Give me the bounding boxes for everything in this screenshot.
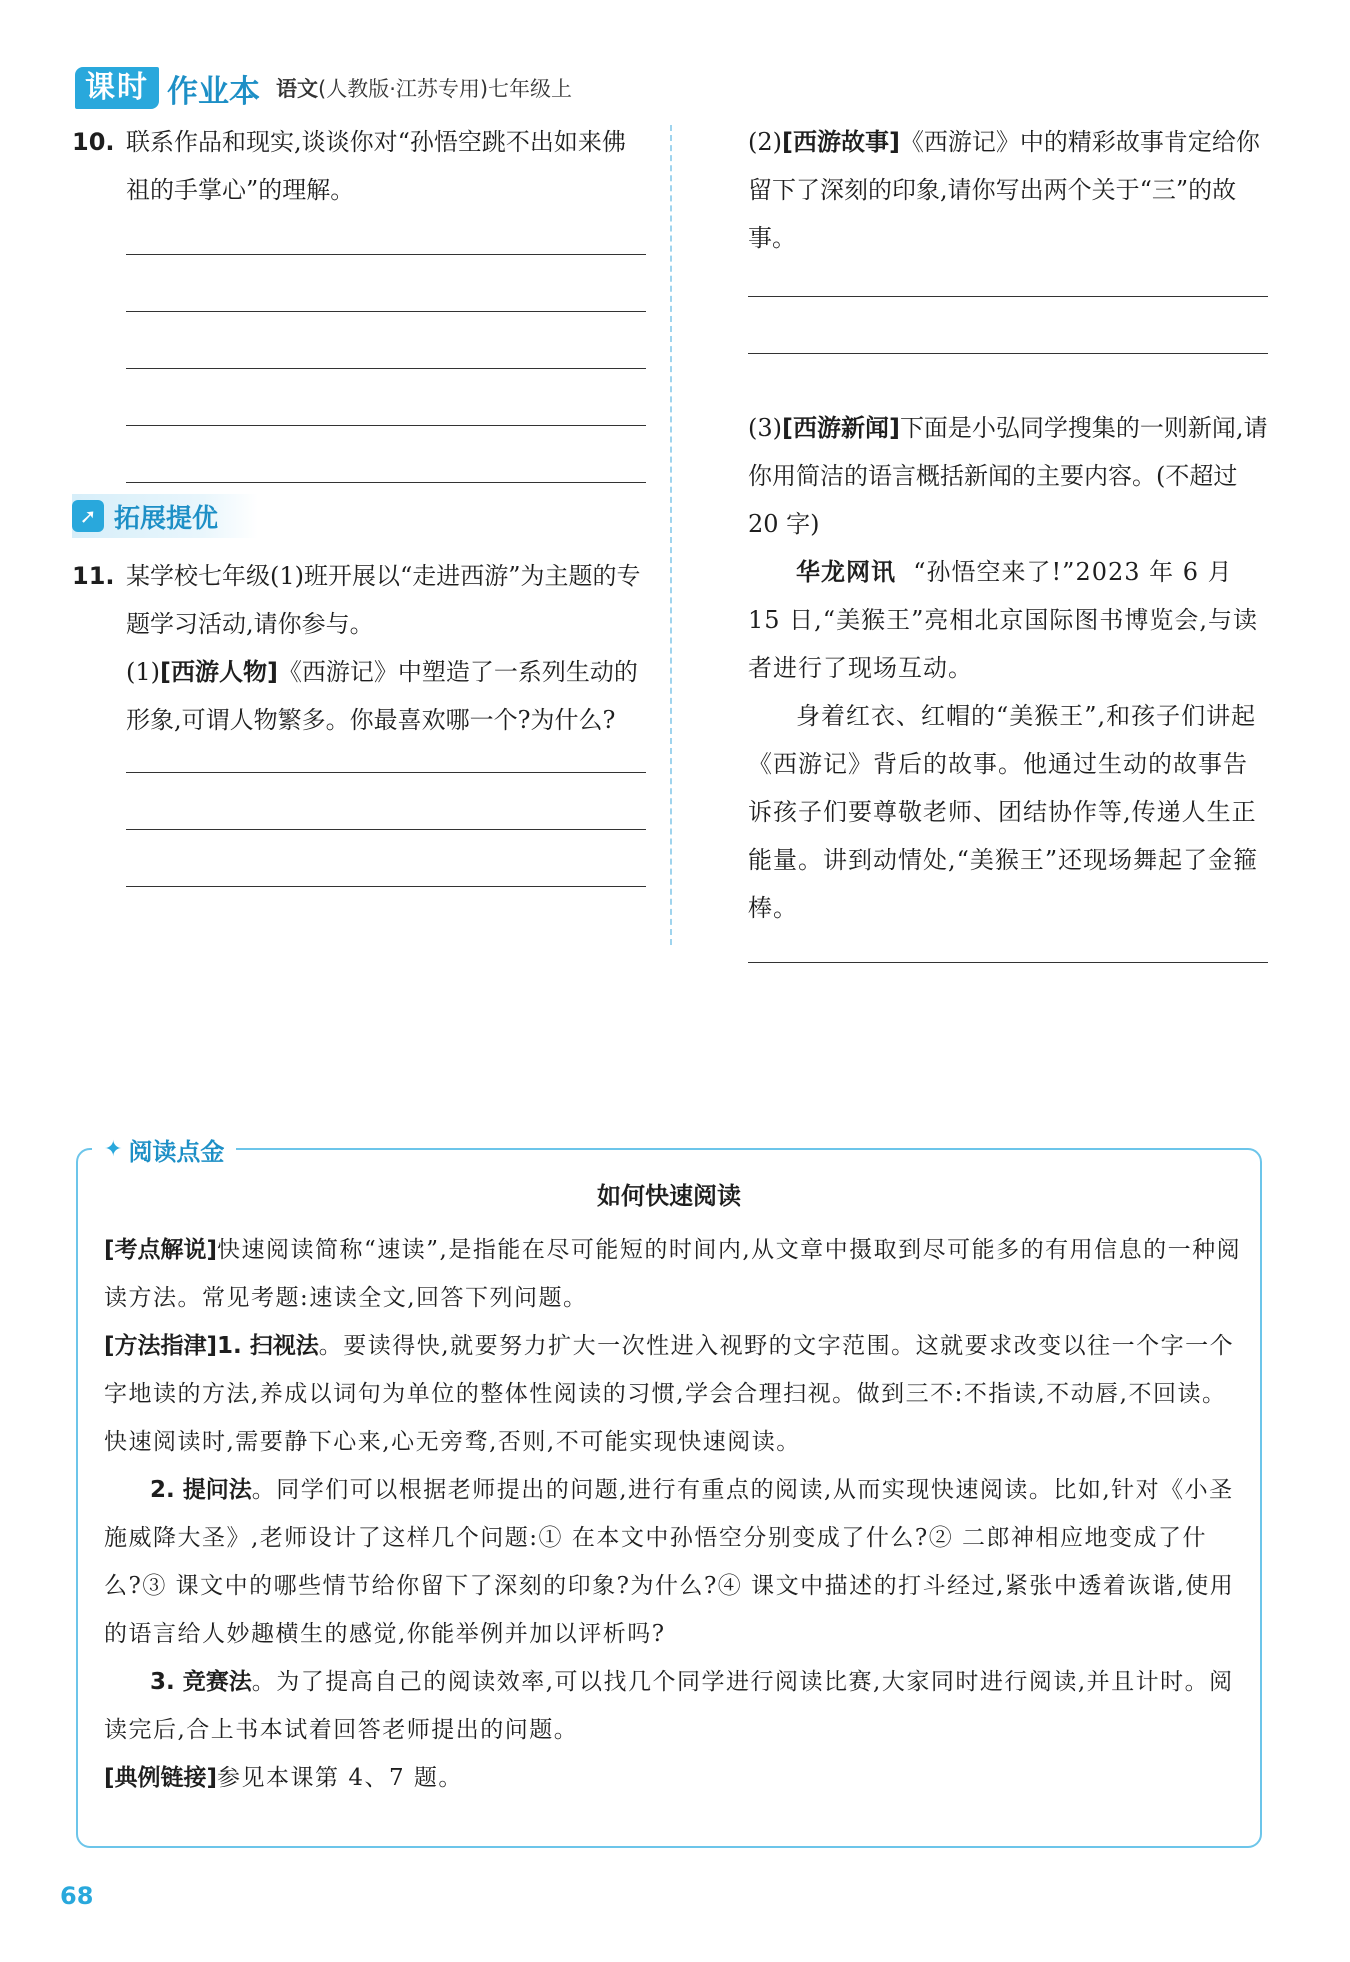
news-article [748, 548, 1268, 932]
sub-number: (2) [748, 128, 782, 156]
news-para-1: “孙悟空来了!”2023 年 6 月 15 日,“美猴王”亮相北京国际图书博览会,与读者进行了现场互动。 [748, 558, 1258, 682]
column-divider [670, 125, 672, 945]
news-source: 华龙网讯 [796, 558, 896, 586]
sub-text: 《西游记》中塑造了一系列生动的形象,可谓人物繁多。你最喜欢哪一个?为什么? [126, 658, 638, 734]
news-para-2: 身着红衣、红帽的“美猴王”,和孩子们讲起《西游记》背后的故事。他通过生动的故事告诉孩子们要尊敬老师、团结协作等,传递人生正能量。讲到动情处,“美猴王”还现场舞起了金箍棒。 [748, 702, 1259, 922]
answer-line[interactable] [748, 962, 1268, 963]
page-header [75, 66, 572, 110]
answer-line[interactable] [126, 425, 646, 426]
kaodian-tag: [考点解说] [104, 1237, 218, 1263]
reading-tips-box [76, 1136, 1262, 1848]
sub-number: (1) [126, 658, 160, 686]
question-10 [72, 118, 646, 214]
sub-tag: [西游人物] [160, 658, 278, 686]
reading-label: 阅读点金 [128, 1137, 225, 1166]
sub-question-2 [748, 118, 1268, 262]
method-3 [104, 1658, 1244, 1754]
rocket-icon: ➚ [72, 500, 104, 532]
sub-tag: [西游故事] [782, 128, 900, 156]
answer-line[interactable] [126, 311, 646, 312]
method-3-text: 。为了提高自己的阅读效率,可以找几个同学进行阅读比赛,大家同时进行阅读,并且计时。阅读完后,合上书本试着回答老师提出的问题。 [104, 1669, 1234, 1743]
section-label: 拓展提优 [114, 503, 219, 534]
answer-line[interactable] [126, 482, 646, 483]
question-number: 11. [72, 562, 115, 590]
answer-line[interactable] [126, 886, 646, 887]
reading-body [104, 1226, 1244, 1802]
left-column [72, 118, 646, 539]
question-intro: 某学校七年级(1)班开展以“走进西游”为主题的专题学习活动,请你参与。 [126, 562, 641, 638]
question-11 [72, 552, 646, 943]
method-1 [104, 1322, 1244, 1466]
method-2 [104, 1466, 1244, 1658]
sub-question-1 [72, 648, 646, 744]
method-2-head: 2. 提问法 [150, 1477, 252, 1503]
kaodian-text: 快速阅读简称“速读”,是指能在尽可能短的时间内,从文章中摄取到尽可能多的有用信息的一种阅读方法。常见考题:速读全文,回答下列问题。 [104, 1237, 1242, 1311]
sub-text: 下面是小弘同学搜集的一则新闻,请你用简洁的语言概括新闻的主要内容。(不超过 20 字) [748, 414, 1268, 538]
dianli-tag: [典例链接] [104, 1765, 218, 1791]
answer-line[interactable] [126, 772, 646, 773]
subject-line [276, 73, 572, 103]
answer-line[interactable] [126, 254, 646, 255]
page-number: 68 [60, 1882, 94, 1910]
method-1-head: 1. 扫视法 [217, 1333, 319, 1359]
subject-bold: 语文 [276, 77, 318, 101]
dianli-paragraph [104, 1754, 1244, 1802]
sub-question-3 [748, 404, 1268, 548]
fangfa-tag: [方法指津] [104, 1333, 218, 1359]
kaodian-paragraph [104, 1226, 1244, 1322]
method-3-head: 3. 竞赛法 [150, 1669, 252, 1695]
reading-tab [92, 1130, 236, 1168]
question-number: 10. [72, 128, 115, 156]
answer-line[interactable] [748, 353, 1268, 354]
subject-rest: (人教版·江苏专用)七年级上 [318, 77, 573, 101]
sub-number: (3) [748, 414, 782, 442]
reading-title: 如何快速阅读 [597, 1182, 741, 1210]
sub-text: 《西游记》中的精彩故事肯定给你留下了深刻的印象,请你写出两个关于“三”的故事。 [748, 128, 1260, 252]
answer-line[interactable] [748, 296, 1268, 297]
method-2-text: 。同学们可以根据老师提出的问题,进行有重点的阅读,从而实现快速阅读。比如,针对《小圣施威降大圣》,老师设计了这样几个问题:① 在本文中孙悟空分别变成了什么?② 二郎神相应地变成了什么?③ 课文中的哪些情节给你留下了深刻的印象?为什么?④ 课文中描述的打斗经过,紧张中透着诙谐,使用的语言给人妙趣横生的感觉,你能举例并加以评析吗? [104, 1477, 1235, 1647]
section-banner [72, 494, 258, 538]
sparkle-icon: ✦ [104, 1136, 123, 1162]
sub-tag: [西游新闻] [782, 414, 900, 442]
answer-line[interactable] [126, 368, 646, 369]
brand-badge: 课时 [75, 67, 159, 109]
question-text: 联系作品和现实,谈谈你对“孙悟空跳不出如来佛祖的手掌心”的理解。 [126, 128, 626, 204]
brand-name: 作业本 [167, 73, 260, 110]
right-column [748, 118, 1268, 1019]
dianli-text: 参见本课第 4、7 题。 [217, 1765, 463, 1791]
answer-line[interactable] [126, 829, 646, 830]
method-1-text: 。要读得快,就要努力扩大一次性进入视野的文字范围。这就要求改变以往一个字一个字地读的方法,养成以词句为单位的整体性阅读的习惯,学会合理扫视。做到三不:不指读,不动唇,不回读。快速阅读时,需要静下心来,心无旁骛,否则,不可能实现快速阅读。 [104, 1333, 1235, 1455]
